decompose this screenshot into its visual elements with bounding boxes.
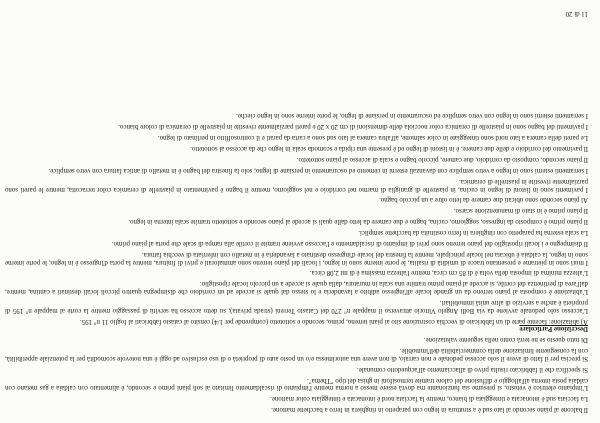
description-paragraph: I serramenti esterni sono in legno con vetro semplice ed oscuramento in persiane di legno, le porte interne sono in legno cieche. (236, 112, 588, 120)
description-paragraph: I serramenti esterni sono in legno a vetro semplice con davanzali esterni in cemento ed oscuramento in persiane di legno; solo la finestra del bagno è in metallo di antica fattura con vetro semplice. (48, 166, 588, 174)
description-paragraph: I muri sono in pietrame e presentano tracce di umidità di risalita, le porte interne sono in legno, i locali del piano terreno sono ammalorati e privi di finitura, mentre la porta d'ingresso è in legno; le porte interne sono in legno, la caldaia è ubicata nel locale principale, mentre la finestra del locale d'ingresso destinato a lavanderia è in metallo con inferriata di vecchia fattura. (5, 250, 588, 266)
description-paragraph: Il pavimento del corridoio e delle due camere, è in listoni di legno ed è presente una ripida e scomoda scala in legno che da accesso al sottotetto. (190, 145, 588, 153)
description-paragraph: L'altezza minima di imposta della volta è di 85 cm circa, mentre l'altezza massima è di mt 2,08 circa. (309, 269, 588, 277)
page-number: 11 di 20 (565, 10, 588, 17)
description-paragraph: Il disimpegno e i locali ripostiglio del piano terreno sono privi di impianto di riscaldamento e l'accesso avviene tramite il cortile alla rampa di scale che porta al piano primo. (111, 239, 588, 247)
paragraph-facade: La facciata sud è intonacata e tinteggiata di bianco, mentre la facciata nord è intonacata e tinteggiata color mattone. (270, 395, 588, 403)
document-body (5, 109, 588, 413)
paragraph-valuation-note: Di tutto questo se ne terrà conto nella seguente valutazione. (423, 336, 588, 344)
description-paragraph: Il piano primo è composto da ingresso, soggiorno, cucina, bagno e due camere da letto dalle quali si accede al piano secondo e sottotetto tramite scala interna in legno. (128, 218, 588, 226)
paragraph-aqueduct: Si specifica che il fabbricato risulta privo di allacciamento all'acquedotto comunale. (356, 365, 588, 373)
description-paragraph: I pavimenti sono in listoni di legno in cucina, in piastrelle di graniglia di marmo nel corridoio e nel soggiorno, mentre il bagno è pavimentato in piastrelle di ceramica color terracotta, mentre le pareti sono parzialmente rivestite in piastrelle di ceramica. (5, 177, 588, 193)
description-paragraph: Le pareti della camera a lato nord sono tinteggiate in color salmone, all'altra camera al lato sud sono a carta da parati e il controsoffitto in perlinato di legno. (157, 134, 588, 142)
paragraph-balcony: Il balcone al piano secondo al lato sud è a struttura in legno con parapetto in ringhiera in ferro a bacchette mattone. (271, 406, 588, 413)
description-paragraph: Il piano secondo, composto da corridoio, due camere, piccolo bagno e scala di accesso al piano sottotetto. (296, 156, 588, 164)
paragraph-electrical: L'impianto elettrico è vetusto, si presume sia funzionante ma dovrà essere messo a norma mentre l'impianto di riscaldamento limitato ai soli piani primo e secondo, è alimentato con caldaia a gas metano con caldaia posta interna all'alloggio e diffusione del calore tramite termosifoni in ghisa del tipo "Thema". (5, 376, 588, 392)
description-paragraph: Il piano primo è in stato di manutenzione scarso. (453, 207, 588, 215)
description-paragraph: L'abitazione è composta al piano terreno da un grande locale all'ingresso adibito a lavanderia e lo stesso dal quale si accede ad un corridoio che disimpegna quattro piccoli locali destinati a cantina, mentre, dall'area di pertinenza del cortile, si accede al piano primo tramite una scala in muratura, dalla quale si accede a un piccolo locale ripostiglio. (5, 280, 588, 296)
paragraph-access-note: Si precisa per il fatto di avere il solo accesso pedonale e non carraio, di non avere una autorimessa e/o un posto auto di proprietà o di uso esclusivo ad oggi è una notevole scomodità per la potenziale appetibilità, con la conseguente limitazione della commerciabilità dell'immobile. (5, 347, 588, 362)
description-paragraph: Al piano secondo sono ubicati due camere da letto oltre a un piccolo bagno. (379, 196, 588, 204)
description-paragraph: La scala esterna ha parapetto con ringhiera in ferro costituita da bacchette semplici. (358, 229, 588, 237)
section-title: Descrizione Particolare (519, 325, 588, 333)
description-paragraph: L'accesso solo pedonale avviene da via Bolli Angelo Vittorio attraverso il mappale n° 270 del Catasto Terreni (strada privata), su detto accesso ha servitù di passaggio mentre la corte al mappale n° 195 di proprietà è anche a servizio di altre unità immobiliari. (5, 298, 588, 314)
description-paragraph: I pavimenti del bagno sono in piastrelle di ceramica color nocciola delle dimensioni di cm 20 x 20 e pareti parzialmente rivestite in piastrelle di ceramica di colore bianco. (118, 123, 588, 131)
description-paragraph: A) abitazione: facente parte di un fabbricato di vecchia costruzione sito ai piani terreno, primo, secondo e sottotetto (comprende per 1/4) censito al catasto fabbricati al foglio 11 n° 195. (79, 317, 588, 325)
